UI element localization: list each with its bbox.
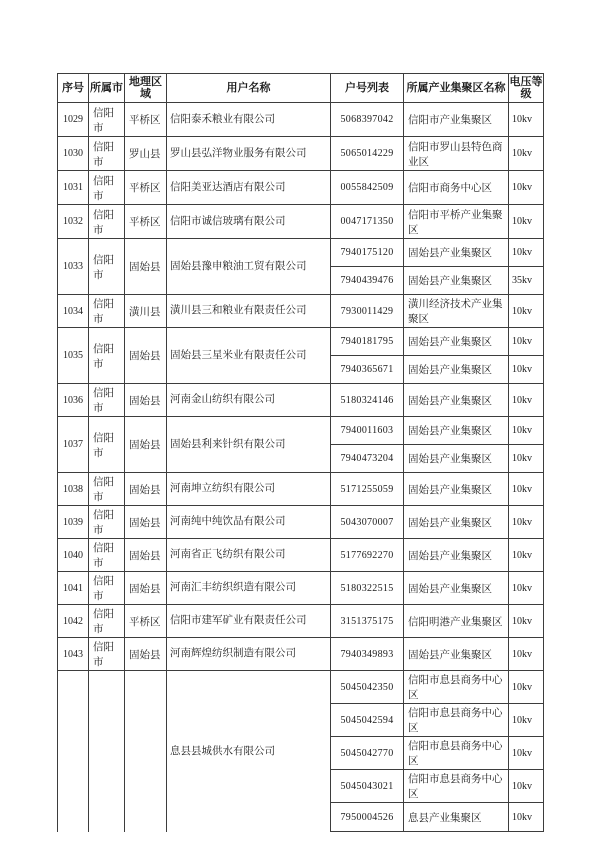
cell-cluster: 息县产业集聚区: [404, 803, 509, 832]
table-row: [58, 384, 544, 417]
cell-city: 信阳市: [89, 539, 125, 572]
cell-account: 5045042350: [331, 671, 404, 704]
cell-account: 5045043021: [331, 770, 404, 803]
cell-region: 平桥区: [125, 103, 167, 137]
table-row: [58, 171, 544, 205]
cell-company: 河南辉煌纺织制造有限公司: [167, 638, 331, 671]
table-row: [58, 239, 544, 267]
cell-company: 信阳泰禾粮业有限公司: [167, 103, 331, 137]
table-row: [58, 205, 544, 239]
cell-serial: 1041: [58, 572, 89, 605]
cell-serial: 1035: [58, 328, 89, 384]
cell-cluster: 信阳市罗山县特色商业区: [404, 137, 509, 171]
cell-voltage: 10kv: [509, 605, 544, 638]
cell-voltage: 10kv: [509, 103, 544, 137]
cell-voltage: 10kv: [509, 417, 544, 445]
cell-serial: 1037: [58, 417, 89, 473]
cell-voltage: 10kv: [509, 803, 544, 832]
cell-city: 信阳市: [89, 506, 125, 539]
cell-cluster: 信阳市息县商务中心区: [404, 704, 509, 737]
cell-voltage: 10kv: [509, 506, 544, 539]
cell-voltage: 10kv: [509, 737, 544, 770]
table-row: [58, 671, 544, 704]
cell-region: 固始县: [125, 328, 167, 384]
cell-region: 平桥区: [125, 205, 167, 239]
cell-region: 固始县: [125, 506, 167, 539]
cell-cluster: 信阳市息县商务中心区: [404, 770, 509, 803]
cell-account: 5045042594: [331, 704, 404, 737]
cell-cluster: 信阳市息县商务中心区: [404, 671, 509, 704]
cell-serial: 1032: [58, 205, 89, 239]
cell-account: 0047171350: [331, 205, 404, 239]
cell-cluster: 固始县产业集聚区: [404, 445, 509, 473]
header-row: [58, 74, 544, 103]
cell-voltage: 10kv: [509, 239, 544, 267]
cell-account: 5177692270: [331, 539, 404, 572]
cell-city: 信阳市: [89, 137, 125, 171]
cell-company: 河南金山纺织有限公司: [167, 384, 331, 417]
cell-account: 5171255059: [331, 473, 404, 506]
cell-account: 5068397042: [331, 103, 404, 137]
cell-serial: 1033: [58, 239, 89, 295]
cell-serial: [58, 671, 89, 832]
cell-region: 固始县: [125, 384, 167, 417]
cell-company: 罗山县弘洋物业服务有限公司: [167, 137, 331, 171]
cell-city: 信阳市: [89, 328, 125, 384]
table-row: [58, 539, 544, 572]
cell-cluster: 固始县产业集聚区: [404, 473, 509, 506]
cell-city: 信阳市: [89, 473, 125, 506]
cell-account: 5180324146: [331, 384, 404, 417]
cell-city: 信阳市: [89, 605, 125, 638]
cell-account: 7940365671: [331, 356, 404, 384]
cell-region: 固始县: [125, 417, 167, 473]
user-cluster-table: [57, 73, 544, 832]
cell-voltage: 10kv: [509, 539, 544, 572]
cell-cluster: 潢川经济技术产业集聚区: [404, 295, 509, 328]
cell-region: 固始县: [125, 638, 167, 671]
header-region: 地理区域: [125, 74, 167, 103]
cell-account: 7940175120: [331, 239, 404, 267]
cell-company: 信阳市诚信玻璃有限公司: [167, 205, 331, 239]
cell-city: 信阳市: [89, 295, 125, 328]
cell-city: 信阳市: [89, 417, 125, 473]
cell-voltage: 10kv: [509, 572, 544, 605]
cell-cluster: 固始县产业集聚区: [404, 638, 509, 671]
cell-cluster: 固始县产业集聚区: [404, 384, 509, 417]
table-row: [58, 295, 544, 328]
cell-voltage: 10kv: [509, 205, 544, 239]
cell-account: 7950004526: [331, 803, 404, 832]
table-row: [58, 638, 544, 671]
cell-cluster: 固始县产业集聚区: [404, 356, 509, 384]
cell-voltage: 10kv: [509, 445, 544, 473]
cell-serial: 1034: [58, 295, 89, 328]
cell-cluster: 信阳市产业集聚区: [404, 103, 509, 137]
cell-city: 信阳市: [89, 171, 125, 205]
cell-company: 河南坤立纺织有限公司: [167, 473, 331, 506]
cell-region: 平桥区: [125, 605, 167, 638]
cell-region: 罗山县: [125, 137, 167, 171]
cell-cluster: 信阳明港产业集聚区: [404, 605, 509, 638]
cell-serial: 1039: [58, 506, 89, 539]
cell-serial: 1042: [58, 605, 89, 638]
cell-city: 信阳市: [89, 103, 125, 137]
cell-cluster: 固始县产业集聚区: [404, 572, 509, 605]
header-city: 所属市: [89, 74, 125, 103]
cell-company: 河南纯中纯饮品有限公司: [167, 506, 331, 539]
cell-voltage: 10kv: [509, 295, 544, 328]
table-row: [58, 103, 544, 137]
header-company: 用户名称: [167, 74, 331, 103]
table-row: [58, 572, 544, 605]
cell-region: 固始县: [125, 572, 167, 605]
header-serial: 序号: [58, 74, 89, 103]
cell-company: 息县县城供水有限公司: [167, 671, 331, 832]
cell-account: 7940439476: [331, 267, 404, 295]
cell-cluster: 固始县产业集聚区: [404, 506, 509, 539]
cell-account: 7940473204: [331, 445, 404, 473]
cell-city: 信阳市: [89, 384, 125, 417]
cell-cluster: 固始县产业集聚区: [404, 539, 509, 572]
cell-serial: 1031: [58, 171, 89, 205]
cell-region: 固始县: [125, 239, 167, 295]
cell-serial: 1030: [58, 137, 89, 171]
cell-voltage: 10kv: [509, 473, 544, 506]
cell-voltage: 10kv: [509, 638, 544, 671]
cell-cluster: 信阳市息县商务中心区: [404, 737, 509, 770]
cell-region: 固始县: [125, 539, 167, 572]
table-body: [58, 103, 544, 832]
cell-voltage: 10kv: [509, 704, 544, 737]
cell-serial: 1043: [58, 638, 89, 671]
cell-voltage: 10kv: [509, 137, 544, 171]
table-row: [58, 417, 544, 445]
cell-account: 0055842509: [331, 171, 404, 205]
header-cluster: 所属产业集聚区名称: [404, 74, 509, 103]
header-account: 户号列表: [331, 74, 404, 103]
header-voltage: 电压等级: [509, 74, 544, 103]
cell-cluster: 信阳市平桥产业集聚区: [404, 205, 509, 239]
cell-company: 信阳市建军矿业有限责任公司: [167, 605, 331, 638]
cell-serial: 1029: [58, 103, 89, 137]
cell-cluster: 信阳市商务中心区: [404, 171, 509, 205]
cell-account: 7940181795: [331, 328, 404, 356]
cell-cluster: 固始县产业集聚区: [404, 328, 509, 356]
cell-account: 5065014229: [331, 137, 404, 171]
cell-company: 河南汇丰纺织织造有限公司: [167, 572, 331, 605]
cell-voltage: 10kv: [509, 328, 544, 356]
table-row: [58, 137, 544, 171]
table-row: [58, 506, 544, 539]
cell-account: 7940011603: [331, 417, 404, 445]
cell-company: 固始县三星米业有限责任公司: [167, 328, 331, 384]
cell-voltage: 10kv: [509, 171, 544, 205]
cell-serial: 1038: [58, 473, 89, 506]
cell-city: 信阳市: [89, 239, 125, 295]
cell-cluster: 固始县产业集聚区: [404, 239, 509, 267]
cell-account: 3151375175: [331, 605, 404, 638]
table-row: [58, 473, 544, 506]
cell-company: 固始县豫申粮油工贸有限公司: [167, 239, 331, 295]
cell-serial: 1036: [58, 384, 89, 417]
cell-voltage: 10kv: [509, 770, 544, 803]
cell-serial: 1040: [58, 539, 89, 572]
cell-region: 潢川县: [125, 295, 167, 328]
cell-account: 7940349893: [331, 638, 404, 671]
table-row: [58, 328, 544, 356]
cell-cluster: 固始县产业集聚区: [404, 267, 509, 295]
cell-account: 5045042770: [331, 737, 404, 770]
cell-city: 信阳市: [89, 205, 125, 239]
table-row: [58, 605, 544, 638]
cell-company: 信阳美亚达酒店有限公司: [167, 171, 331, 205]
cell-city: 信阳市: [89, 638, 125, 671]
cell-account: 7930011429: [331, 295, 404, 328]
cell-account: 5180322515: [331, 572, 404, 605]
cell-voltage: 10kv: [509, 384, 544, 417]
cell-city: [89, 671, 125, 832]
cell-company: 河南省正飞纺织有限公司: [167, 539, 331, 572]
cell-company: 潢川县三和粮业有限责任公司: [167, 295, 331, 328]
cell-account: 5043070007: [331, 506, 404, 539]
cell-region: 平桥区: [125, 171, 167, 205]
cell-cluster: 固始县产业集聚区: [404, 417, 509, 445]
cell-voltage: 10kv: [509, 356, 544, 384]
cell-region: [125, 671, 167, 832]
cell-voltage: 35kv: [509, 267, 544, 295]
cell-voltage: 10kv: [509, 671, 544, 704]
cell-city: 信阳市: [89, 572, 125, 605]
cell-region: 固始县: [125, 473, 167, 506]
cell-company: 固始县利来针织有限公司: [167, 417, 331, 473]
table-header: [58, 74, 544, 103]
